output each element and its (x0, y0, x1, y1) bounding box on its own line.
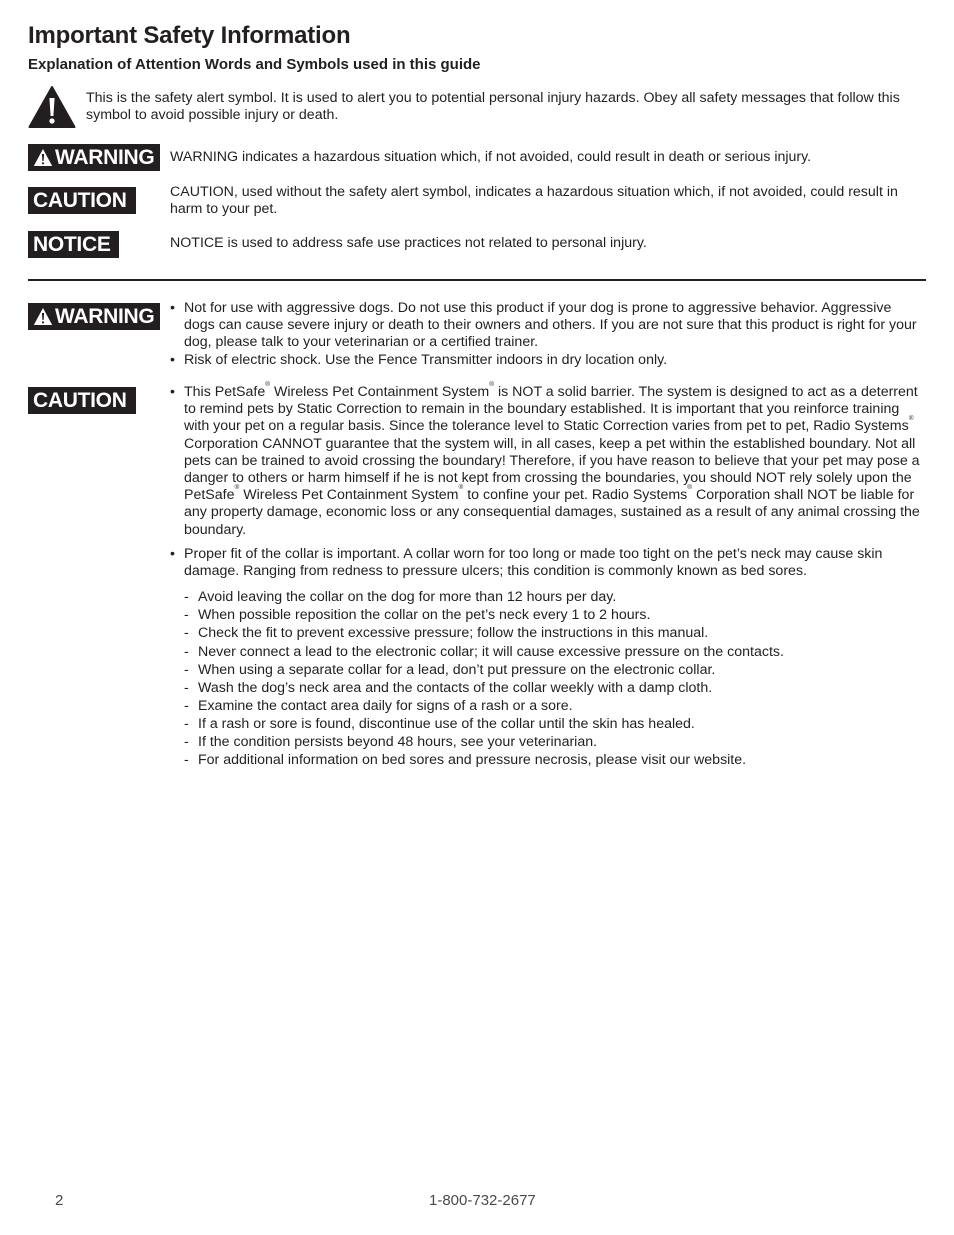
list-item: • Proper fit of the collar is important. A collar worn for too long or made too tight on the pet’s neck may cause skin damage. Ranging from redness to pressure ulcers; this condition is commonly known as bed sores. - Avoid leaving the collar on the dog for more than 12 hours per day. - When possible reposition the collar on the pet’s neck every 1 to 2 hours. - Check the fit to prevent excessive pressure; follow the instructions in this manual. - Never connect a lead to the electronic collar; it will cause excessive pressure on the contacts. - When using a separate collar for a lead, don’t put pressure on the electronic collar. - Wash the dog’s neck area and the contacts of the collar weekly with a damp cloth. - Examine the contact area daily for signs of a rash or a sore. - If a rash or sore is found, discontinue use of the collar until the skin has healed. - If the condition persists beyond 48 hours, see your veterinarian. - For additional information on bed sores and pressure necrosis, please visit our website. (170, 546, 926, 769)
warning-section-word: WARNING (55, 305, 155, 328)
collar-care-list (184, 588, 926, 769)
caution-section-word: CAUTION (33, 389, 127, 412)
registered-mark: ® (489, 381, 495, 388)
registered-mark: ® (908, 415, 914, 423)
list-item: - For additional information on bed sores and pressure necrosis, please visit our website. (184, 751, 926, 769)
list-item: - Examine the contact area daily for signs of a rash or a sore. (184, 697, 926, 715)
page-subtitle: Explanation of Attention Words and Symbols used in this guide (28, 56, 481, 73)
notice-signal-word: NOTICE (33, 233, 111, 256)
registered-mark: ® (458, 484, 464, 492)
list-item: • Not for use with aggressive dogs. Do not use this product if your dog is prone to aggressive behavior. Aggressive dogs can cause severe injury or death to their owners and others. If you are not sure that this product is right for your dog, please talk to your veterinarian or a certified trainer. (170, 300, 926, 352)
warning-triangle-icon (33, 148, 53, 167)
safety-alert-description: This is the safety alert symbol. It is used to alert you to potential personal injury hazards. Obey all safety messages that follow this symbol to avoid possible injury or death. (86, 90, 900, 123)
warning-triangle-icon (33, 307, 53, 326)
list-item: - Wash the dog’s neck area and the contacts of the collar weekly with a damp cloth. (184, 679, 926, 697)
section-divider (28, 279, 926, 281)
caution-signal-word: CAUTION (33, 189, 127, 212)
list-item: • This PetSafe® Wireless Pet Containment System® is NOT a solid barrier. The system is designed to act as a deterrent to remind pets by Static Correction to remain in the boundary established. It is important that you reinforce training with your pet on a regular basis. Since the tolerance level to Static Correction varies from pet to pet, Radio Systems® Corporation CANNOT guarantee that the system will, in all cases, keep a pet within the established boundary. Not all pets can be trained to avoid crossing the boundary! Therefore, if you have reason to believe that your pet may pose a danger to others or harm himself if he is not kept from crossing the boundaries, you should NOT rely solely upon the PetSafe® Wireless Pet Containment System® to confine your pet. Radio Systems® Corporation shall NOT be liable for any property damage, economic loss or any consequential damages, sustained as a result of any animal crossing the boundary. (170, 384, 926, 539)
list-item: - Never connect a lead to the electronic collar; it will cause excessive pressure on the contacts. (184, 643, 926, 661)
caution-definition: CAUTION, used without the safety alert symbol, indicates a hazardous situation which, if not avoided, could result in harm to your pet. (170, 184, 898, 217)
registered-mark: ® (265, 381, 271, 388)
page-title: Important Safety Information (28, 22, 351, 49)
list-item: - Check the fit to prevent excessive pressure; follow the instructions in this manual. (184, 624, 926, 642)
list-item: - When using a separate collar for a lead, don’t put pressure on the electronic collar. (184, 661, 926, 679)
list-item: - If the condition persists beyond 48 hours, see your veterinarian. (184, 733, 926, 751)
notice-definition: NOTICE is used to address safe use practices not related to personal injury. (170, 235, 647, 251)
registered-mark: ® (234, 484, 240, 492)
warning-signal-word: WARNING (55, 146, 155, 169)
registered-mark: ® (687, 484, 693, 492)
warning-signal-label (28, 144, 160, 171)
notice-signal-label (28, 231, 119, 258)
warning-triangle-icon (28, 85, 76, 129)
caution-signal-label (28, 187, 136, 214)
page-number: 2 (55, 1192, 64, 1209)
warning-definition: WARNING indicates a hazardous situation which, if not avoided, could result in death or serious injury. (170, 149, 812, 165)
caution-section-label (28, 387, 136, 414)
warning-bullet-list (170, 300, 926, 369)
warning-section-label (28, 303, 160, 330)
caution-bullet-list (170, 381, 926, 769)
list-item: - When possible reposition the collar on the pet’s neck every 1 to 2 hours. (184, 606, 926, 624)
list-item: • Risk of electric shock. Use the Fence Transmitter indoors in dry location only. (170, 352, 926, 369)
list-item: - If a rash or sore is found, discontinue use of the collar until the skin has healed. (184, 715, 926, 733)
footer-phone: 1-800-732-2677 (429, 1192, 536, 1209)
list-item: - Avoid leaving the collar on the dog for more than 12 hours per day. (184, 588, 926, 606)
